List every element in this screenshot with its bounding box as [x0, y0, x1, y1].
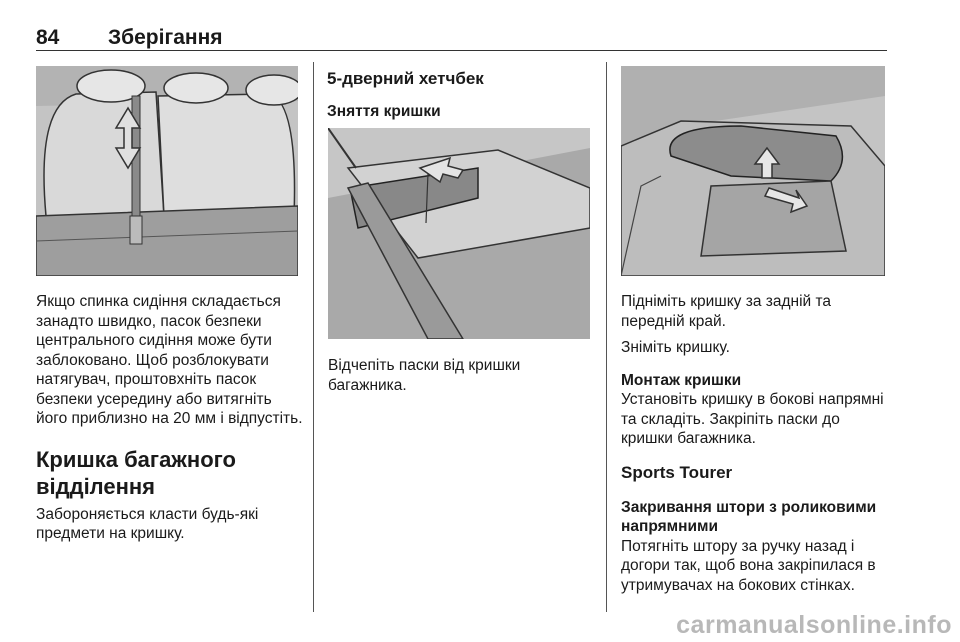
hatchback-heading: 5-дверний хетчбек: [327, 69, 484, 88]
section-title: Зберігання: [108, 26, 223, 49]
watermark: carmanualsonline.info: [676, 611, 952, 639]
column-divider-1: [313, 62, 314, 612]
roller-blind-paragraph: Потягніть штору за ручку назад і догори так, щоб вона закріпилася в утримувачах на бокових стінках.: [621, 537, 876, 594]
lift-cover-illustration: [621, 66, 885, 276]
install-cover-subheading: Монтаж кришки: [621, 371, 742, 389]
sports-tourer-heading: Sports Tourer: [621, 462, 733, 482]
remove-cover-paragraph: Зніміть кришку.: [621, 339, 730, 356]
column-1: [36, 292, 304, 544]
roller-blind-subheading: Закривання штори з роликовими напрямними: [621, 498, 877, 535]
page-header: [36, 26, 886, 52]
header-rule: [36, 50, 887, 51]
column-2-top: [327, 68, 593, 122]
lift-cover-paragraph: Підніміть кришку за задній та передній край.: [621, 293, 832, 330]
column-divider-2: [606, 62, 607, 612]
page-number: 84: [36, 26, 60, 49]
rear-seat-illustration: [36, 66, 298, 276]
detach-straps-paragraph: Відчепіть паски від кришки багажника.: [328, 357, 521, 394]
column-2-bottom: [328, 356, 594, 395]
cover-removal-illustration: [328, 128, 590, 339]
cargo-cover-heading: Кришка багажного відділення: [36, 446, 236, 499]
column-3: [621, 292, 893, 595]
seatbelt-paragraph: Якщо спинка сидіння складається занадто швидко, пасок безпеки центрального сидіння може бути заблоковано. Щоб розблокувати натягувач, проштовхніть пасок безпеки усередину або витягніть його приблизно на 20 мм і відпустіть.: [36, 293, 303, 427]
install-cover-paragraph: Установіть кришку в бокові напрямні та складіть. Закріпіть паски до кришки багажника.: [621, 391, 884, 447]
cargo-cover-warning: Забороняється класти будь-які предмети на кришку.: [36, 505, 259, 542]
removal-subheading: Зняття кришки: [327, 103, 441, 120]
